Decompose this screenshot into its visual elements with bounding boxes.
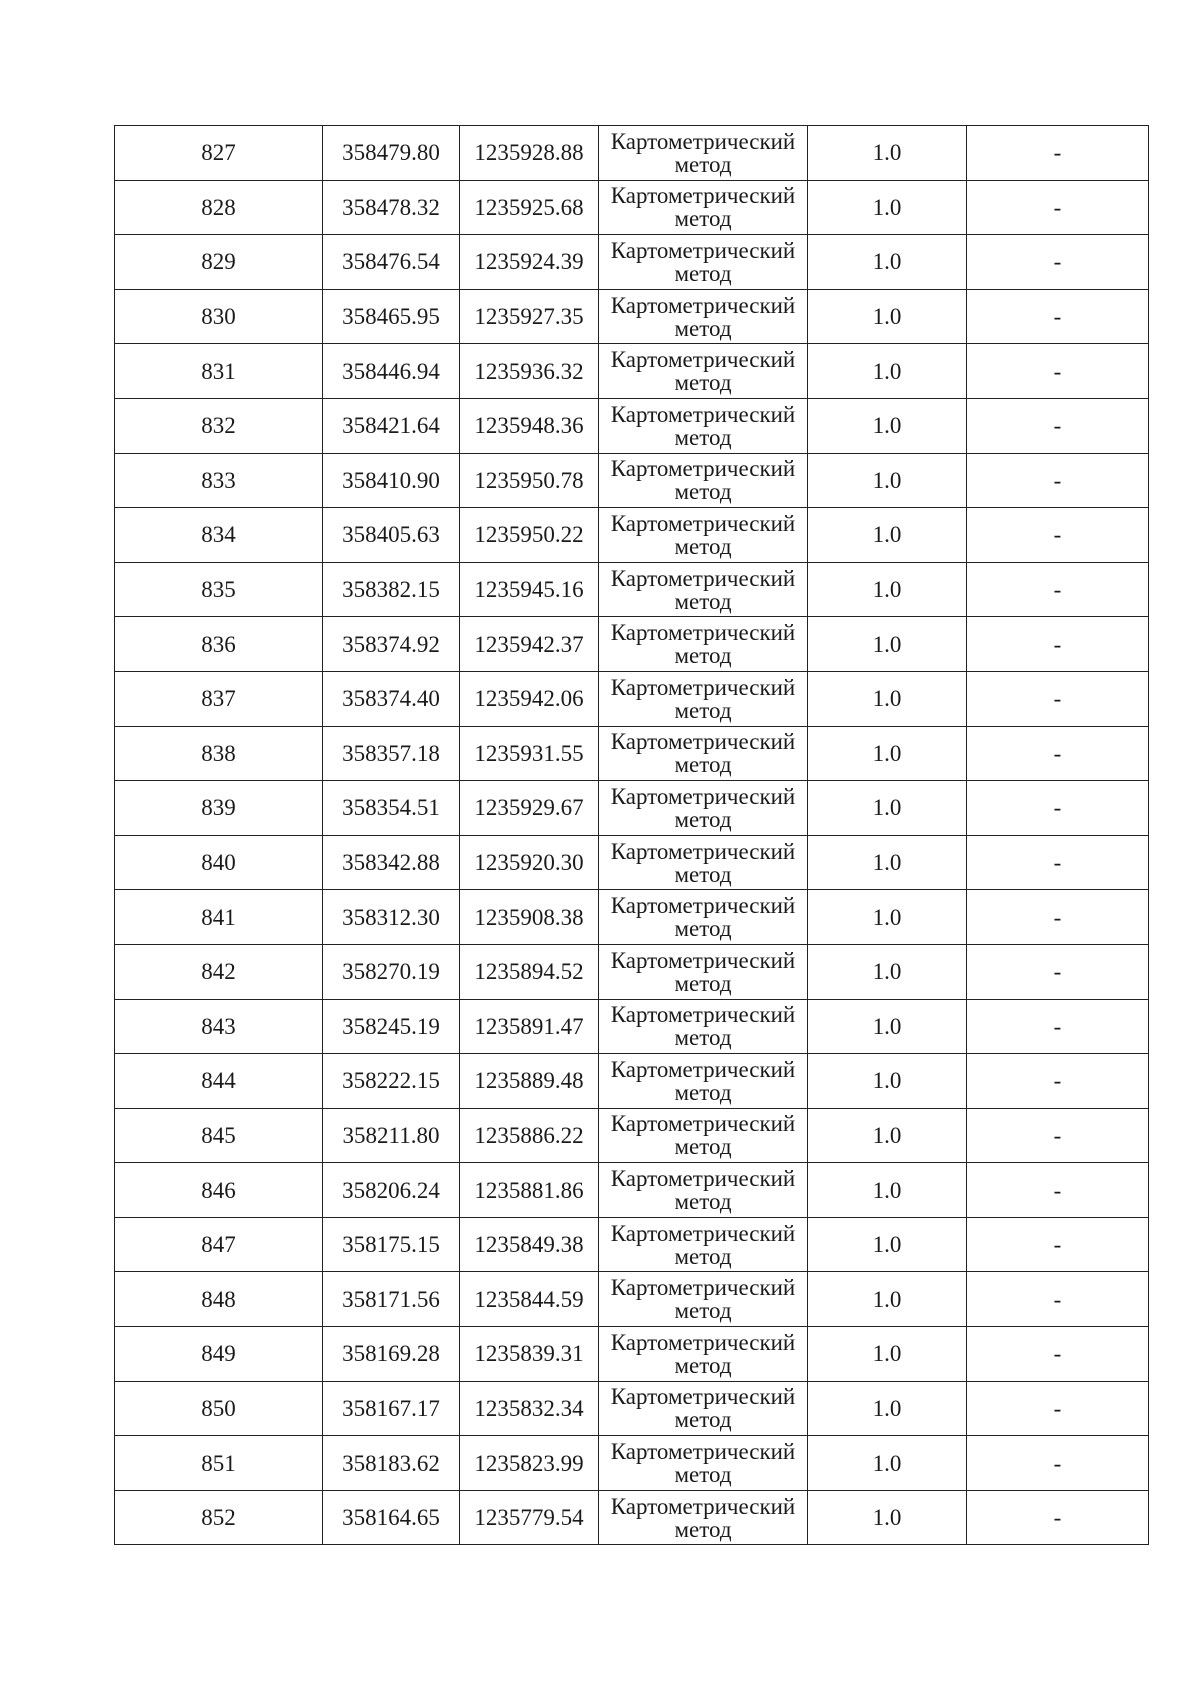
method-cell [599, 453, 808, 508]
note-cell: - [967, 617, 1149, 672]
x-coordinate-cell: 358421.64 [323, 398, 460, 453]
accuracy-cell: 1.0 [808, 398, 967, 453]
x-coordinate-cell: 358270.19 [323, 944, 460, 999]
method-text-line1: Картометрический [610, 729, 796, 755]
y-coordinate-cell: 1235929.67 [460, 781, 599, 836]
accuracy-cell: 1.0 [808, 1163, 967, 1218]
method-text-line1: Картометрический [610, 1384, 796, 1410]
table-row [115, 1217, 1149, 1272]
method-text-line2: метод [674, 1079, 732, 1105]
accuracy-cell: 1.0 [808, 289, 967, 344]
accuracy-cell: 1.0 [808, 671, 967, 726]
method-cell [599, 180, 808, 235]
method-text-line2: метод [674, 533, 732, 559]
y-coordinate-cell: 1235844.59 [460, 1272, 599, 1327]
note-cell: - [967, 453, 1149, 508]
note-cell: - [967, 1490, 1149, 1545]
note-cell: - [967, 1217, 1149, 1272]
method-text-line1: Картометрический [610, 674, 796, 700]
table-row [115, 1163, 1149, 1218]
note-cell: - [967, 1381, 1149, 1436]
method-text-line2: метод [674, 479, 732, 505]
method-text-line1: Картометрический [610, 1220, 796, 1246]
y-coordinate-cell: 1235928.88 [460, 126, 599, 181]
point-number-cell: 840 [115, 835, 323, 890]
note-cell: - [967, 1327, 1149, 1382]
x-coordinate-cell: 358183.62 [323, 1436, 460, 1491]
point-number-cell: 852 [115, 1490, 323, 1545]
table-row [115, 1054, 1149, 1109]
method-text-line2: метод [674, 643, 732, 669]
table-row [115, 289, 1149, 344]
accuracy-cell: 1.0 [808, 781, 967, 836]
x-coordinate-cell: 358446.94 [323, 344, 460, 399]
table-row [115, 508, 1149, 563]
method-text-line1: Картометрический [610, 237, 796, 263]
method-text-line1: Картометрический [610, 893, 796, 919]
point-number-cell: 830 [115, 289, 323, 344]
accuracy-cell: 1.0 [808, 453, 967, 508]
point-number-cell: 847 [115, 1217, 323, 1272]
note-cell: - [967, 1436, 1149, 1491]
note-cell: - [967, 508, 1149, 563]
y-coordinate-cell: 1235894.52 [460, 944, 599, 999]
accuracy-cell: 1.0 [808, 1272, 967, 1327]
y-coordinate-cell: 1235920.30 [460, 835, 599, 890]
accuracy-cell: 1.0 [808, 726, 967, 781]
point-number-cell: 837 [115, 671, 323, 726]
note-cell: - [967, 1054, 1149, 1109]
note-cell: - [967, 289, 1149, 344]
table-row [115, 1436, 1149, 1491]
method-cell [599, 562, 808, 617]
x-coordinate-cell: 358410.90 [323, 453, 460, 508]
method-cell [599, 1272, 808, 1327]
y-coordinate-cell: 1235936.32 [460, 344, 599, 399]
note-cell: - [967, 1108, 1149, 1163]
point-number-cell: 850 [115, 1381, 323, 1436]
method-text-line1: Картометрический [610, 620, 796, 646]
point-number-cell: 841 [115, 890, 323, 945]
table-row [115, 453, 1149, 508]
y-coordinate-cell: 1235931.55 [460, 726, 599, 781]
method-cell [599, 398, 808, 453]
method-text-line2: метод [674, 806, 732, 832]
x-coordinate-cell: 358479.80 [323, 126, 460, 181]
note-cell: - [967, 1163, 1149, 1218]
method-text-line1: Картометрический [610, 565, 796, 591]
note-cell: - [967, 726, 1149, 781]
y-coordinate-cell: 1235925.68 [460, 180, 599, 235]
method-text-line2: метод [674, 1025, 732, 1051]
method-cell [599, 999, 808, 1054]
x-coordinate-cell: 358476.54 [323, 235, 460, 290]
table-row [115, 180, 1149, 235]
note-cell: - [967, 180, 1149, 235]
y-coordinate-cell: 1235942.06 [460, 671, 599, 726]
method-cell [599, 508, 808, 563]
y-coordinate-cell: 1235950.78 [460, 453, 599, 508]
point-number-cell: 828 [115, 180, 323, 235]
table-row [115, 562, 1149, 617]
point-number-cell: 833 [115, 453, 323, 508]
method-text-line2: метод [674, 1516, 732, 1542]
method-cell [599, 1108, 808, 1163]
table-row [115, 1327, 1149, 1382]
accuracy-cell: 1.0 [808, 890, 967, 945]
method-cell [599, 289, 808, 344]
x-coordinate-cell: 358169.28 [323, 1327, 460, 1382]
accuracy-cell: 1.0 [808, 1108, 967, 1163]
x-coordinate-cell: 358171.56 [323, 1272, 460, 1327]
method-text-line1: Картометрический [610, 347, 796, 373]
method-text-line2: метод [674, 697, 732, 723]
accuracy-cell: 1.0 [808, 1381, 967, 1436]
point-number-cell: 835 [115, 562, 323, 617]
note-cell: - [967, 835, 1149, 890]
note-cell: - [967, 126, 1149, 181]
accuracy-cell: 1.0 [808, 944, 967, 999]
method-text-line1: Картометрический [610, 1111, 796, 1137]
method-text-line2: метод [674, 424, 732, 450]
method-cell [599, 617, 808, 672]
method-cell [599, 1163, 808, 1218]
point-number-cell: 844 [115, 1054, 323, 1109]
table-row [115, 781, 1149, 836]
table-row [115, 1108, 1149, 1163]
note-cell: - [967, 344, 1149, 399]
y-coordinate-cell: 1235849.38 [460, 1217, 599, 1272]
method-text-line2: метод [674, 370, 732, 396]
method-text-line1: Картометрический [610, 510, 796, 536]
y-coordinate-cell: 1235908.38 [460, 890, 599, 945]
point-number-cell: 829 [115, 235, 323, 290]
x-coordinate-cell: 358354.51 [323, 781, 460, 836]
point-number-cell: 839 [115, 781, 323, 836]
note-cell: - [967, 562, 1149, 617]
method-text-line1: Картометрический [610, 838, 796, 864]
point-number-cell: 849 [115, 1327, 323, 1382]
method-text-line1: Картометрический [610, 456, 796, 482]
method-text-line2: метод [674, 151, 732, 177]
accuracy-cell: 1.0 [808, 344, 967, 399]
method-text-line1: Картометрический [610, 1329, 796, 1355]
table-row [115, 944, 1149, 999]
method-text-line1: Картометрический [610, 128, 796, 154]
point-number-cell: 831 [115, 344, 323, 399]
method-text-line2: метод [674, 260, 732, 286]
method-cell [599, 781, 808, 836]
accuracy-cell: 1.0 [808, 1436, 967, 1491]
method-text-line2: метод [674, 916, 732, 942]
method-cell [599, 726, 808, 781]
y-coordinate-cell: 1235839.31 [460, 1327, 599, 1382]
accuracy-cell: 1.0 [808, 1217, 967, 1272]
table-body [115, 126, 1149, 1545]
method-cell [599, 235, 808, 290]
method-text-line2: метод [674, 1352, 732, 1378]
accuracy-cell: 1.0 [808, 617, 967, 672]
y-coordinate-cell: 1235927.35 [460, 289, 599, 344]
method-text-line2: метод [674, 1134, 732, 1160]
point-number-cell: 848 [115, 1272, 323, 1327]
y-coordinate-cell: 1235942.37 [460, 617, 599, 672]
method-cell [599, 1381, 808, 1436]
method-text-line2: метод [674, 1407, 732, 1433]
y-coordinate-cell: 1235891.47 [460, 999, 599, 1054]
point-number-cell: 845 [115, 1108, 323, 1163]
x-coordinate-cell: 358342.88 [323, 835, 460, 890]
method-text-line2: метод [674, 206, 732, 232]
x-coordinate-cell: 358405.63 [323, 508, 460, 563]
method-text-line1: Картометрический [610, 947, 796, 973]
method-text-line2: метод [674, 315, 732, 341]
method-text-line2: метод [674, 1462, 732, 1488]
y-coordinate-cell: 1235948.36 [460, 398, 599, 453]
x-coordinate-cell: 358478.32 [323, 180, 460, 235]
point-number-cell: 834 [115, 508, 323, 563]
y-coordinate-cell: 1235779.54 [460, 1490, 599, 1545]
y-coordinate-cell: 1235924.39 [460, 235, 599, 290]
y-coordinate-cell: 1235886.22 [460, 1108, 599, 1163]
table-row [115, 235, 1149, 290]
method-text-line1: Картометрический [610, 1275, 796, 1301]
method-text-line2: метод [674, 970, 732, 996]
point-number-cell: 836 [115, 617, 323, 672]
x-coordinate-cell: 358175.15 [323, 1217, 460, 1272]
accuracy-cell: 1.0 [808, 1327, 967, 1382]
table-row [115, 344, 1149, 399]
x-coordinate-cell: 358211.80 [323, 1108, 460, 1163]
method-cell [599, 126, 808, 181]
point-number-cell: 827 [115, 126, 323, 181]
note-cell: - [967, 890, 1149, 945]
point-number-cell: 838 [115, 726, 323, 781]
method-cell [599, 1436, 808, 1491]
table-row [115, 671, 1149, 726]
note-cell: - [967, 671, 1149, 726]
table-row [115, 617, 1149, 672]
coordinates-table [114, 125, 1149, 1545]
x-coordinate-cell: 358312.30 [323, 890, 460, 945]
table-row [115, 1272, 1149, 1327]
table-row [115, 398, 1149, 453]
y-coordinate-cell: 1235945.16 [460, 562, 599, 617]
method-text-line1: Картометрический [610, 1056, 796, 1082]
x-coordinate-cell: 358382.15 [323, 562, 460, 617]
method-cell [599, 835, 808, 890]
x-coordinate-cell: 358206.24 [323, 1163, 460, 1218]
method-cell [599, 1054, 808, 1109]
y-coordinate-cell: 1235823.99 [460, 1436, 599, 1491]
method-text-line1: Картометрический [610, 292, 796, 318]
method-cell [599, 944, 808, 999]
method-cell [599, 344, 808, 399]
x-coordinate-cell: 358374.92 [323, 617, 460, 672]
x-coordinate-cell: 358465.95 [323, 289, 460, 344]
accuracy-cell: 1.0 [808, 1054, 967, 1109]
x-coordinate-cell: 358357.18 [323, 726, 460, 781]
accuracy-cell: 1.0 [808, 1490, 967, 1545]
point-number-cell: 851 [115, 1436, 323, 1491]
method-cell [599, 671, 808, 726]
x-coordinate-cell: 358222.15 [323, 1054, 460, 1109]
method-text-line2: метод [674, 861, 732, 887]
method-text-line2: метод [674, 588, 732, 614]
y-coordinate-cell: 1235881.86 [460, 1163, 599, 1218]
method-text-line1: Картометрический [610, 183, 796, 209]
point-number-cell: 843 [115, 999, 323, 1054]
point-number-cell: 846 [115, 1163, 323, 1218]
method-text-line1: Картометрический [610, 783, 796, 809]
x-coordinate-cell: 358374.40 [323, 671, 460, 726]
method-cell [599, 1327, 808, 1382]
table-row [115, 999, 1149, 1054]
x-coordinate-cell: 358164.65 [323, 1490, 460, 1545]
table-row [115, 126, 1149, 181]
y-coordinate-cell: 1235832.34 [460, 1381, 599, 1436]
note-cell: - [967, 235, 1149, 290]
method-text-line1: Картометрический [610, 1166, 796, 1192]
accuracy-cell: 1.0 [808, 126, 967, 181]
accuracy-cell: 1.0 [808, 508, 967, 563]
table-row [115, 890, 1149, 945]
method-text-line2: метод [674, 1189, 732, 1215]
accuracy-cell: 1.0 [808, 835, 967, 890]
note-cell: - [967, 398, 1149, 453]
method-text-line2: метод [674, 752, 732, 778]
method-cell [599, 1490, 808, 1545]
note-cell: - [967, 1272, 1149, 1327]
accuracy-cell: 1.0 [808, 999, 967, 1054]
y-coordinate-cell: 1235889.48 [460, 1054, 599, 1109]
method-text-line2: метод [674, 1243, 732, 1269]
x-coordinate-cell: 358245.19 [323, 999, 460, 1054]
method-text-line1: Картометрический [610, 401, 796, 427]
point-number-cell: 832 [115, 398, 323, 453]
method-text-line2: метод [674, 1298, 732, 1324]
table-row [115, 1381, 1149, 1436]
method-cell [599, 1217, 808, 1272]
point-number-cell: 842 [115, 944, 323, 999]
note-cell: - [967, 781, 1149, 836]
accuracy-cell: 1.0 [808, 562, 967, 617]
method-text-line1: Картометрический [610, 1439, 796, 1465]
table-row [115, 726, 1149, 781]
accuracy-cell: 1.0 [808, 180, 967, 235]
method-cell [599, 890, 808, 945]
method-text-line1: Картометрический [610, 1493, 796, 1519]
y-coordinate-cell: 1235950.22 [460, 508, 599, 563]
note-cell: - [967, 999, 1149, 1054]
note-cell: - [967, 944, 1149, 999]
table-row [115, 1490, 1149, 1545]
table-row [115, 835, 1149, 890]
accuracy-cell: 1.0 [808, 235, 967, 290]
x-coordinate-cell: 358167.17 [323, 1381, 460, 1436]
method-text-line1: Картометрический [610, 1002, 796, 1028]
